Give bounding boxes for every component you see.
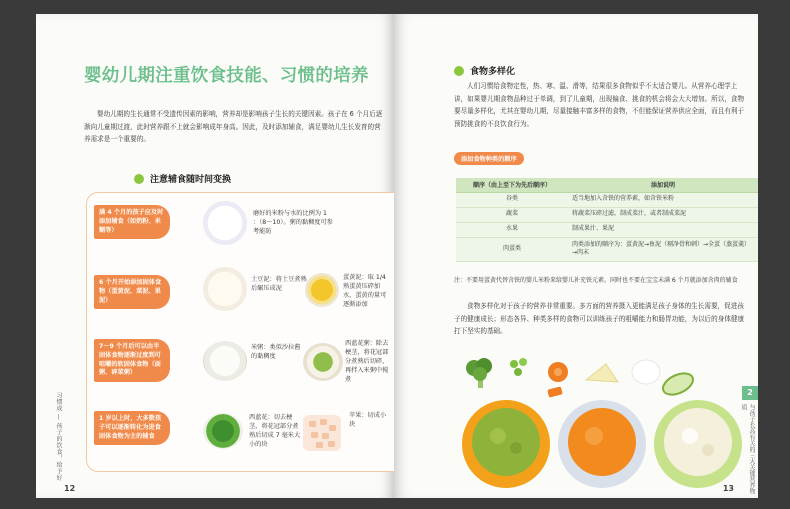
table-row [456, 192, 758, 207]
carrot-icon [547, 362, 568, 398]
page-number-right: 13 [722, 484, 734, 493]
open-book [36, 14, 758, 498]
intro-paragraph: 婴幼儿期的生长通常不受遗传因素的影响，营养却是影响孩子生长的关键因素。孩子在 6 个月后逐渐向儿童期过渡，此时营养跟不上就会影响成年身高。因此，及时添加辅食，满足婴幼儿生长发育的营养需求是一个重要的。 [84, 110, 383, 143]
section-heading-feeding [134, 172, 231, 185]
page-title: 婴幼儿期注重饮食技能、习惯的培养 [84, 66, 369, 86]
table-cell: 制成果汁、果泥 [568, 222, 758, 237]
apple-cubes-image [303, 415, 341, 451]
table-cell: 将蔬菜压碎过滤，制成菜汁，或者制成菜泥 [568, 207, 758, 222]
white-puree-bowl [654, 400, 742, 488]
stage-tag-7-9-months: 7～9 个月后可以由半固体食物逐渐过度到可咀嚼的软固体食物（面粥、碎菜粥） [94, 339, 170, 382]
potato-icon [586, 364, 618, 382]
yogurt-icon [632, 360, 660, 384]
right-page [394, 14, 758, 498]
baby-food-bowls-image [456, 352, 746, 492]
food-order-table [456, 178, 758, 262]
rice-cereal-bowl-image [203, 201, 247, 245]
cucumber-icon [660, 369, 697, 399]
page-number-left: 12 [64, 484, 76, 493]
peas-icon [510, 358, 527, 376]
green-dot-icon [454, 66, 464, 76]
section-heading-variety [454, 64, 515, 77]
egg-yolk-bowl-image [305, 273, 339, 307]
green-dot-icon [134, 174, 144, 184]
apple-cubes-desc: 苹果：切成小块 [349, 412, 387, 428]
left-running-header: 习惯成 — 孩子的饮食，给予好 [55, 392, 62, 482]
table-header-row [456, 178, 758, 192]
table-cell: 肉类添加的顺序为：蛋黄泥→鱼泥（剔净骨和刺）→全蛋（蒸蛋羹）→肉末 [568, 237, 758, 261]
table-row [456, 207, 758, 222]
nutrition-paragraph: 食物多样化对于孩子的营养非常重要。多方面的营养摄入更能满足孩子身体的生长需要，促进孩子的健康成长；形态各异、种类多样的食物可以训练孩子的咀嚼能力和肠胃功能，为以后的身体健康打下坚实的基础。 [454, 302, 745, 335]
green-puree-bowl [462, 400, 550, 488]
rice-porridge-bowl-image [203, 341, 247, 381]
table-header: 添加说明 [568, 178, 758, 192]
table-note: 注：不要用蛋黄代替含铁的婴儿米粉来给婴儿补充铁元素。同时也不要在宝宝未满 6 个月就添加含肉的辅食 [454, 277, 738, 284]
chapter-tab: 2 [742, 386, 758, 400]
section-title: 注意辅食随时间变换 [150, 175, 232, 185]
food-order-label: 添加食物种类的顺序 [454, 152, 524, 165]
broccoli-icon [466, 358, 492, 388]
variety-paragraph: 人们习惯给食物定性，热、寒、温、滑等，结果很多食物似乎不太适合婴儿。从营养心理学上讲，如果婴儿期食物品种过于单调，到了儿童期，出现偏食、挑食的机会将会大大增加。所以，食物要尽量多样化，尤其在婴幼儿期，尽量接触丰富多样的食物，不但能保证营养供应全面，而且有利于预防挑食的不良饮食行为。 [454, 82, 745, 128]
orange-puree-bowl [558, 400, 646, 488]
stage-tag-1-year: 1 岁以上时，大多数孩子可以逐渐转化为进食固体食物为主的辅食 [94, 411, 170, 445]
table-cell: 适当地加入含铁的营养素，如含铁米粉 [568, 192, 758, 207]
stage-tag-6-months: 6 个月开始添加固体食物（蛋黄泥、菜泥、果泥） [94, 275, 170, 309]
table-row [456, 222, 758, 237]
potato-mash-bowl-image [203, 267, 247, 311]
table-cell: 蔬菜 [456, 207, 568, 222]
stage-tag-4-months: 满 4 个月的孩子应及时添加辅食（如奶粉、米糊等） [94, 205, 170, 239]
broccoli-porridge-bowl-image [303, 343, 343, 381]
rice-cereal-desc: 磨好的米粉与水的比例为 1 ：（8～10）。粥的黏稠度可参考能防 [253, 210, 333, 235]
table-cell: 肉蛋类 [456, 237, 568, 261]
table-cell: 谷类 [456, 192, 568, 207]
table-header: 顺序（由上至下为先后顺序） [456, 178, 568, 192]
section-title: 食物多样化 [470, 67, 516, 77]
broccoli-porridge-desc: 西蓝花粥：除去梗茎，将花冠部分煮熟后切碎，再拌入米粥中搅煮 [345, 340, 389, 383]
table-row [456, 237, 758, 261]
chapter-running-header: 与孩子长高有关的三大关键营养物质 [740, 404, 755, 494]
left-page [36, 14, 394, 498]
egg-yolk-desc: 蛋黄泥：取 1/4 熟蛋黄压碎加水，蛋黄的量可逐渐添加 [343, 274, 387, 308]
feeding-timeline-box [86, 192, 394, 472]
broccoli-pieces-desc: 西蓝花：切去梗茎，将花冠部分煮熟后切成 7 毫米大小的块 [249, 414, 301, 448]
rice-porridge-desc: 米粥：类似沙拉酱的黏稠度 [251, 344, 301, 360]
potato-mash-desc: 土豆泥：将土豆煮熟后碾压成泥 [251, 276, 307, 292]
broccoli-pieces-image [203, 413, 243, 449]
table-cell: 水果 [456, 222, 568, 237]
